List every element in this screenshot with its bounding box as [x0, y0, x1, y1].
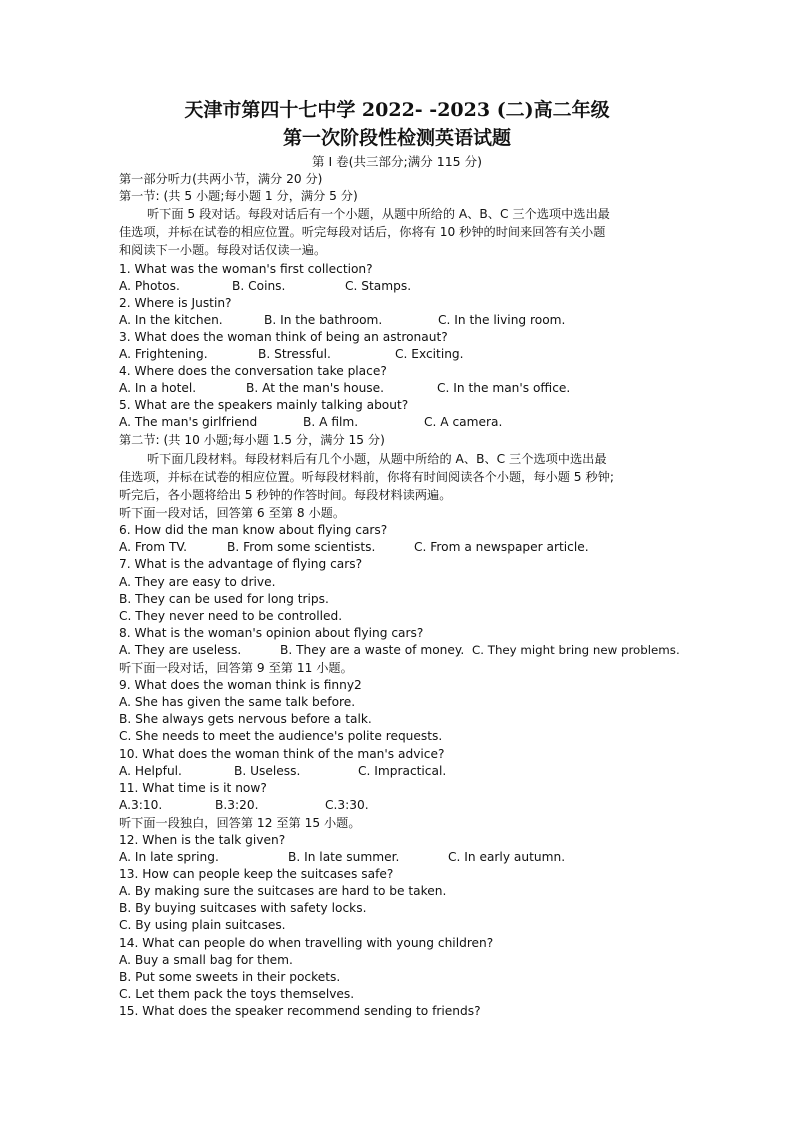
- option-b: B. In the bathroom.: [264, 313, 383, 327]
- option-b: B. A film.: [303, 415, 359, 429]
- option-c: C. From a newspaper article.: [414, 540, 589, 554]
- section2-instructions-line: 佳选项，并标在试卷的相应位置。听每段材料前，你将有时间阅读各个小题，每小题 5 秒钟;: [119, 470, 614, 484]
- option-a: A. Photos.: [119, 279, 180, 293]
- option-a: A. They are easy to drive.: [119, 575, 276, 589]
- option-c: C. She needs to meet the audience's polite requests.: [119, 729, 443, 743]
- option-a: A. She has given the same talk before.: [119, 695, 356, 709]
- option-a: A. By making sure the suitcases are hard to be taken.: [119, 884, 447, 898]
- option-b: B. At the man's house.: [246, 381, 385, 395]
- question-stem: 12. When is the talk given?: [119, 833, 286, 847]
- option-b: B. Useless.: [234, 764, 301, 778]
- option-a: A. In the kitchen.: [119, 313, 223, 327]
- section2-instructions-line: 听下面几段材料。每段材料后有几个小题，从题中所给的 A、B、C 三个选项中选出最: [147, 452, 607, 466]
- question-stem: 9. What does the woman think is finny2: [119, 678, 362, 692]
- option-a: A. Buy a small bag for them.: [119, 953, 293, 967]
- option-c: C. Impractical.: [358, 764, 447, 778]
- question-stem: 5. What are the speakers mainly talking about?: [119, 398, 409, 412]
- section2-instructions-line: 听完后，各小题将给出 5 秒钟的作答时间。每段材料读两遍。: [119, 488, 452, 502]
- option-c: C. Exciting.: [395, 347, 464, 361]
- question-stem: 14. What can people do when travelling with young children?: [119, 936, 494, 950]
- option-b: B. They can be used for long trips.: [119, 592, 329, 606]
- question-stem: 13. How can people keep the suitcases safe?: [119, 867, 394, 881]
- option-b: B. She always gets nervous before a talk.: [119, 712, 372, 726]
- option-c: C. In the living room.: [438, 313, 566, 327]
- part1-heading: 第一部分听力(共两小节，满分 20 分): [119, 172, 323, 186]
- option-c: C. By using plain suitcases.: [119, 918, 286, 932]
- option-b: B. Put some sweets in their pockets.: [119, 970, 341, 984]
- option-c: C. In the man's office.: [437, 381, 571, 395]
- option-c: C. In early autumn.: [448, 850, 566, 864]
- option-b: B. From some scientists.: [227, 540, 376, 554]
- option-c: C. A camera.: [424, 415, 503, 429]
- question-stem: 1. What was the woman's first collection?: [119, 262, 373, 276]
- option-b: B. In late summer.: [288, 850, 400, 864]
- section1-instructions-line: 和阅读下一小题。每段对话仅读一遍。: [119, 243, 327, 257]
- option-b: B. By buying suitcases with safety locks.: [119, 901, 367, 915]
- section2-heading: 第二节: (共 10 小题;每小题 1.5 分，满分 15 分): [119, 433, 385, 447]
- option-c: C.3:30.: [325, 798, 369, 812]
- option-a: A.3:10.: [119, 798, 163, 812]
- group-instruction: 听下面一段独白，回答第 12 至第 15 小题。: [119, 816, 361, 830]
- section1-instructions-line: 听下面 5 段对话。每段对话后有一个小题，从题中所给的 A、B、C 三个选项中选出最: [147, 207, 610, 221]
- group-instruction: 听下面一段对话，回答第 9 至第 11 小题。: [119, 661, 353, 675]
- option-b: B. Coins.: [232, 279, 286, 293]
- page-title: 天津市第四十七中学 2022- -2023 (二)高二年级: [184, 99, 610, 121]
- option-c: C. They never need to be controlled.: [119, 609, 343, 623]
- option-a: A. In a hotel.: [119, 381, 197, 395]
- question-stem: 4. Where does the conversation take place?: [119, 364, 387, 378]
- option-b: B. Stressful.: [258, 347, 331, 361]
- option-a: A. In late spring.: [119, 850, 219, 864]
- option-c: C. Let them pack the toys themselves.: [119, 987, 355, 1001]
- option-a: A. From TV.: [119, 540, 188, 554]
- question-stem: 15. What does the speaker recommend sending to friends?: [119, 1004, 481, 1018]
- option-b: B.3:20.: [215, 798, 259, 812]
- option-c: C. Stamps.: [345, 279, 412, 293]
- group-instruction: 听下面一段对话，回答第 6 至第 8 小题。: [119, 506, 346, 520]
- option-c: C. They might bring new problems.: [472, 643, 680, 657]
- page-title-line2: 第一次阶段性检测英语试题: [282, 127, 511, 149]
- question-stem: 2. Where is Justin?: [119, 296, 232, 310]
- option-a: A. Frightening.: [119, 347, 208, 361]
- question-stem: 8. What is the woman's opinion about flying cars?: [119, 626, 424, 640]
- section1-instructions-line: 佳选项，并标在试卷的相应位置。听完每段对话后，你将有 10 秒钟的时间来回答有关小题: [119, 225, 606, 239]
- option-a: A. The man's girlfriend: [119, 415, 258, 429]
- section1-heading: 第一节: (共 5 小题;每小题 1 分，满分 5 分): [119, 189, 358, 203]
- question-stem: 6. How did the man know about flying cars?: [119, 523, 388, 537]
- question-stem: 10. What does the woman think of the man's advice?: [119, 747, 445, 761]
- option-a: A. Helpful.: [119, 764, 182, 778]
- option-b: B. They are a waste of money.: [280, 643, 465, 657]
- question-stem: 7. What is the advantage of flying cars?: [119, 557, 363, 571]
- option-a: A. They are useless.: [119, 643, 242, 657]
- question-stem: 3. What does the woman think of being an astronaut?: [119, 330, 448, 344]
- question-stem: 11. What time is it now?: [119, 781, 267, 795]
- volume-subtitle: 第 I 卷(共三部分;满分 115 分): [312, 154, 482, 169]
